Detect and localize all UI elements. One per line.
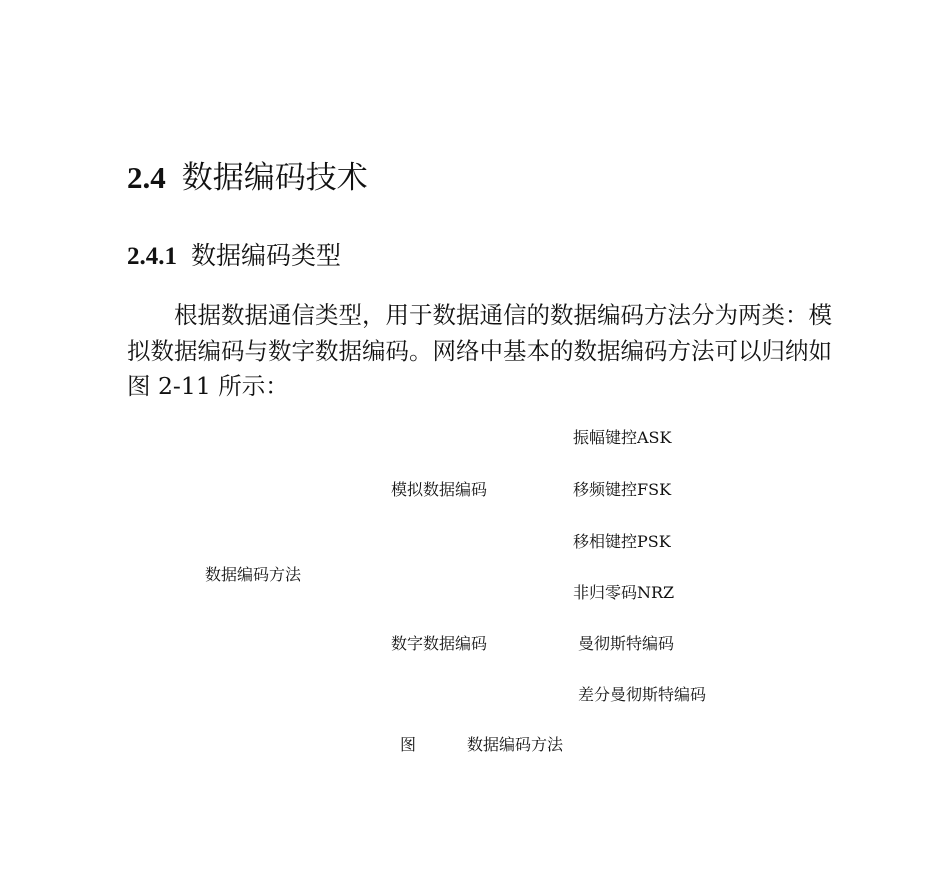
subsection-title: 数据编码类型 — [191, 241, 342, 270]
caption-prefix: 图 — [400, 735, 417, 754]
section-title: 数据编码技术 — [181, 160, 368, 196]
diagram-leaf-psk: 移相键控PSK — [573, 532, 671, 551]
diagram-node-digital: 数字数据编码 — [391, 634, 488, 653]
diagram-leaf-manchester: 曼彻斯特编码 — [578, 634, 675, 653]
section-number: 2.4 — [127, 160, 166, 195]
diagram-leaf-diff-manchester: 差分曼彻斯特编码 — [578, 685, 707, 704]
subsection-heading — [127, 239, 341, 274]
diagram-leaf-ask: 振幅键控ASK — [573, 428, 672, 447]
diagram-leaf-fsk: 移频键控FSK — [573, 480, 672, 499]
caption-text: 数据编码方法 — [467, 735, 564, 754]
diagram-root: 数据编码方法 — [205, 565, 302, 584]
body-paragraph — [127, 298, 832, 405]
paragraph-line: 拟数据编码与数字数据编码。网络中基本的数据编码方法可以归纳如 — [127, 336, 832, 365]
paragraph-line: 根据数据通信类型，用于数据通信的数据编码方法分为两类：模 — [174, 301, 832, 329]
paragraph-line: 图 2-11 所示： — [127, 372, 289, 400]
diagram-node-analog: 模拟数据编码 — [391, 480, 488, 499]
subsection-number: 2.4.1 — [127, 243, 177, 270]
diagram-leaf-nrz: 非归零码NRZ — [573, 583, 675, 602]
section-heading — [127, 158, 368, 198]
